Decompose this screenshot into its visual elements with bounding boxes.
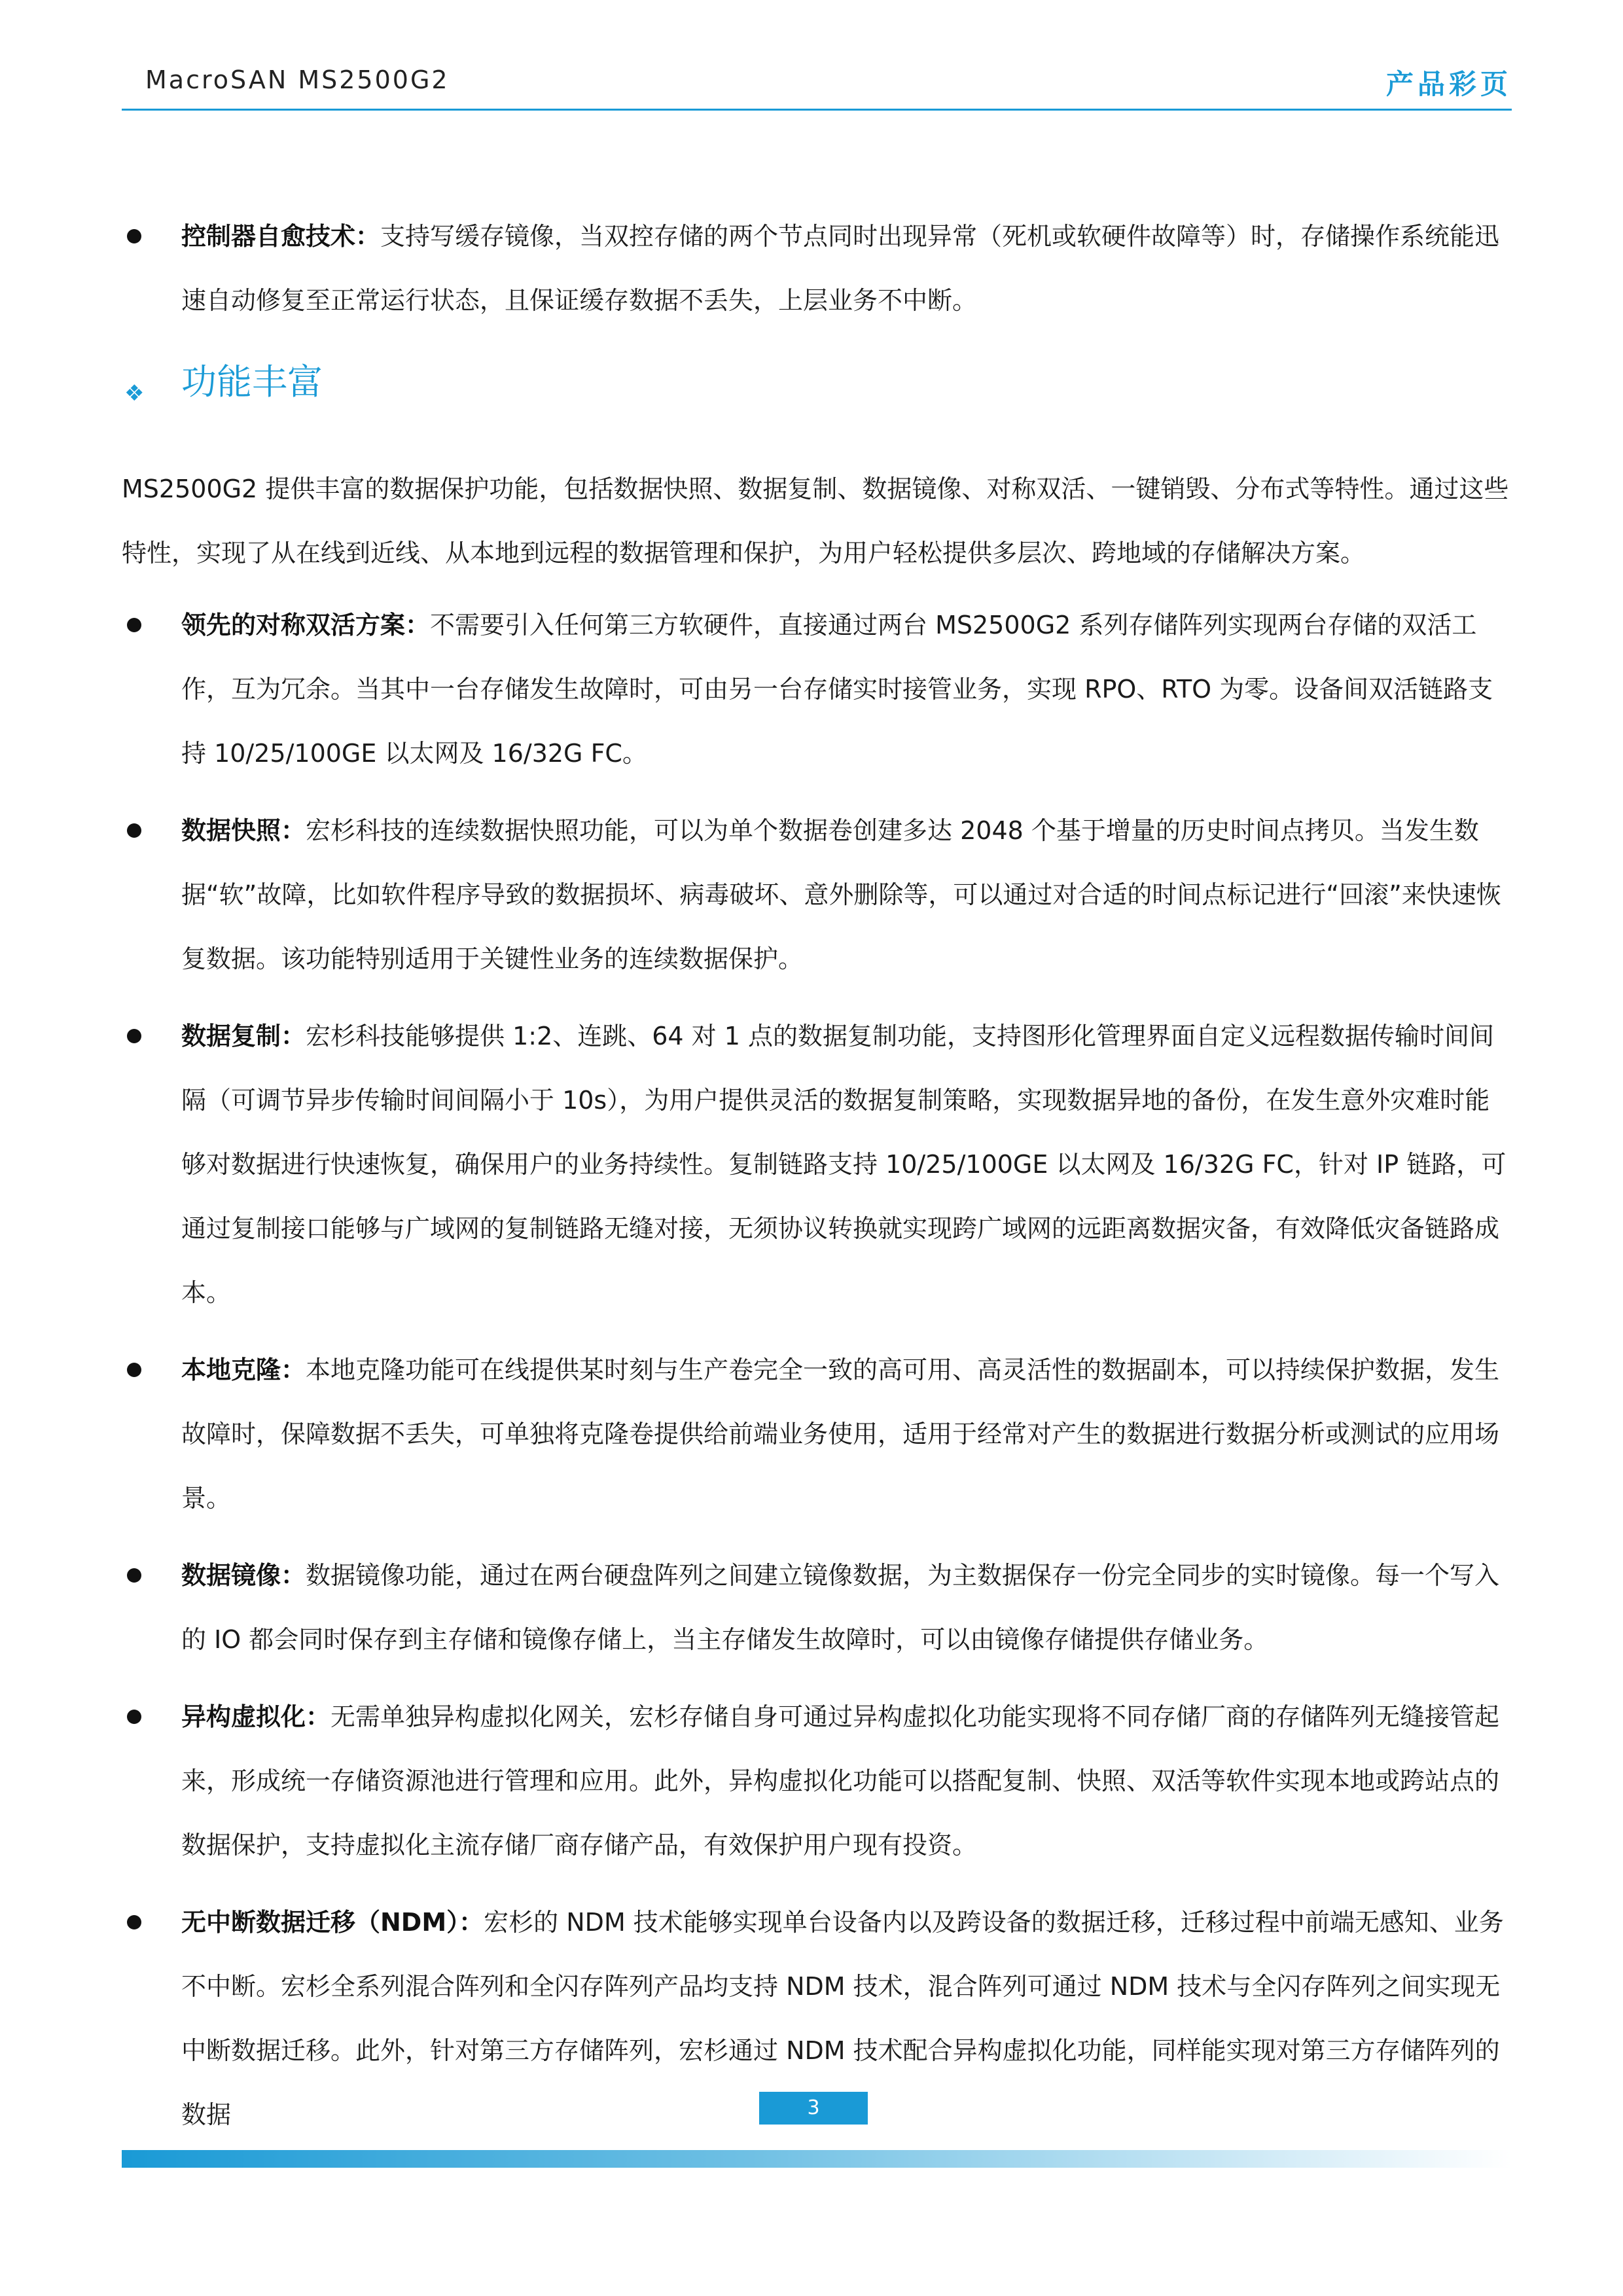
- bullet-item-virtualization: [122, 1685, 1512, 1877]
- section-heading: [122, 347, 1512, 432]
- bullet-text: 无需单独异构虚拟化网关，宏杉存储自身可通过异构虚拟化功能实现将不同存储厂商的存储阵列无缝接管起来，形成统一存储资源池进行管理和应用。此外，异构虚拟化功能可以搭配复制、快照、双活等软件实现本地或跨站点的数据保护，支持虚拟化主流存储厂商存储产品，有效保护用户现有投资。: [181, 1702, 1500, 1859]
- bullet-term: 数据复制：: [181, 1022, 306, 1050]
- bullet-text: 支持写缓存镜像，当双控存储的两个节点同时出现异常（死机或软硬件故障等）时，存储操作系统能迅速自动修复至正常运行状态，且保证缓存数据不丢失，上层业务不中断。: [181, 222, 1500, 315]
- page-content: [122, 204, 1512, 2160]
- page-number: 3: [759, 2092, 868, 2125]
- bullet-dot-icon: [127, 1363, 141, 1377]
- bullet-term: 控制器自愈技术：: [181, 222, 381, 251]
- bullet-dot-icon: [127, 1710, 141, 1724]
- bullet-term: 数据快照：: [181, 816, 306, 845]
- bullet-dot-icon: [127, 1915, 141, 1929]
- section-title: 功能丰富: [181, 361, 323, 403]
- bullet-dot-icon: [127, 823, 141, 838]
- bullet-term: 异构虚拟化：: [181, 1702, 331, 1731]
- bullet-item-controller-self-healing: [122, 204, 1512, 332]
- section-intro: MS2500G2 提供丰富的数据保护功能，包括数据快照、数据复制、数据镜像、对称双活、一键销毁、分布式等特性。通过这些特性，实现了从在线到近线、从本地到远程的数据管理和保护，为用户轻松提供多层次、跨地域的存储解决方案。: [122, 475, 1509, 567]
- bullet-text: 宏杉科技能够提供 1:2、连跳、64 对 1 点的数据复制功能，支持图形化管理界面自定义远程数据传输时间间隔（可调节异步传输时间间隔小于 10s），为用户提供灵活的数据复制策略，实现数据异地的备份，在发生意外灾难时能够对数据进行快速恢复，确保用户的业务持续性。复制链路支持 10/25/100GE 以太网及 16/32G FC，针对 IP 链路，可通过复制接口能够与广域网的复制链路无缝对接，无须协议转换就实现跨广域网的远距离数据灾备，有效降低灾备链路成本。: [181, 1022, 1507, 1307]
- header-product-name: MacroSAN MS2500G2: [145, 65, 450, 94]
- bullet-text: 数据镜像功能，通过在两台硬盘阵列之间建立镜像数据，为主数据保存一份完全同步的实时镜像。每一个写入的 IO 都会同时保存到主存储和镜像存储上，当主存储发生故障时，可以由镜像存储提供存储业务。: [181, 1561, 1500, 1654]
- bullet-item-local-clone: [122, 1338, 1512, 1530]
- bullet-dot-icon: [127, 1568, 141, 1583]
- bullet-item-replication: [122, 1004, 1512, 1325]
- bullet-term: 本地克隆：: [181, 1355, 306, 1384]
- bullet-term: 数据镜像：: [181, 1561, 306, 1590]
- bullet-term: 无中断数据迁移（NDM）：: [181, 1908, 484, 1937]
- bullet-text: 不需要引入任何第三方软硬件，直接通过两台 MS2500G2 系列存储阵列实现两台存储的双活工作，互为冗余。当其中一台存储发生故障时，可由另一台存储实时接管业务，实现 RPO、RTO 为零。设备间双活链路支持 10/25/100GE 以太网及 16/32G FC。: [181, 611, 1493, 768]
- bullet-dot-icon: [127, 1029, 141, 1043]
- header-divider: [122, 109, 1512, 111]
- bullet-dot-icon: [127, 229, 141, 243]
- bullet-item-mirroring: [122, 1543, 1512, 1672]
- footer-gradient-bar: [122, 2150, 1512, 2168]
- bullet-item-snapshot: [122, 798, 1512, 991]
- diamond-bullet-icon: ❖: [124, 380, 145, 406]
- bullet-text: 宏杉科技的连续数据快照功能，可以为单个数据卷创建多达 2048 个基于增量的历史时间点拷贝。当发生数据“软”故障，比如软件程序导致的数据损坏、病毒破坏、意外删除等，可以通过对合适的时间点标记进行“回滚”来快速恢复数据。该功能特别适用于关键性业务的连续数据保护。: [181, 816, 1501, 973]
- bullet-dot-icon: [127, 618, 141, 632]
- bullet-item-active-active: [122, 593, 1512, 785]
- bullet-text: 本地克隆功能可在线提供某时刻与生产卷完全一致的高可用、高灵活性的数据副本，可以持续保护数据，发生故障时，保障数据不丢失，可单独将克隆卷提供给前端业务使用，适用于经常对产生的数据进行数据分析或测试的应用场景。: [181, 1355, 1500, 1513]
- header-doc-label: 产品彩页: [1385, 68, 1512, 100]
- bullet-term: 领先的对称双活方案：: [181, 611, 431, 639]
- bullet-text: 宏杉的 NDM 技术能够实现单台设备内以及跨设备的数据迁移，迁移过程中前端无感知、业务不中断。宏杉全系列混合阵列和全闪存阵列产品均支持 NDM 技术，混合阵列可通过 NDM 技术与全闪存阵列之间实现无中断数据迁移。此外，针对第三方存储阵列，宏杉通过 NDM 技术配合异构虚拟化功能，同样能实现对第三方存储阵列的数据: [181, 1908, 1504, 2129]
